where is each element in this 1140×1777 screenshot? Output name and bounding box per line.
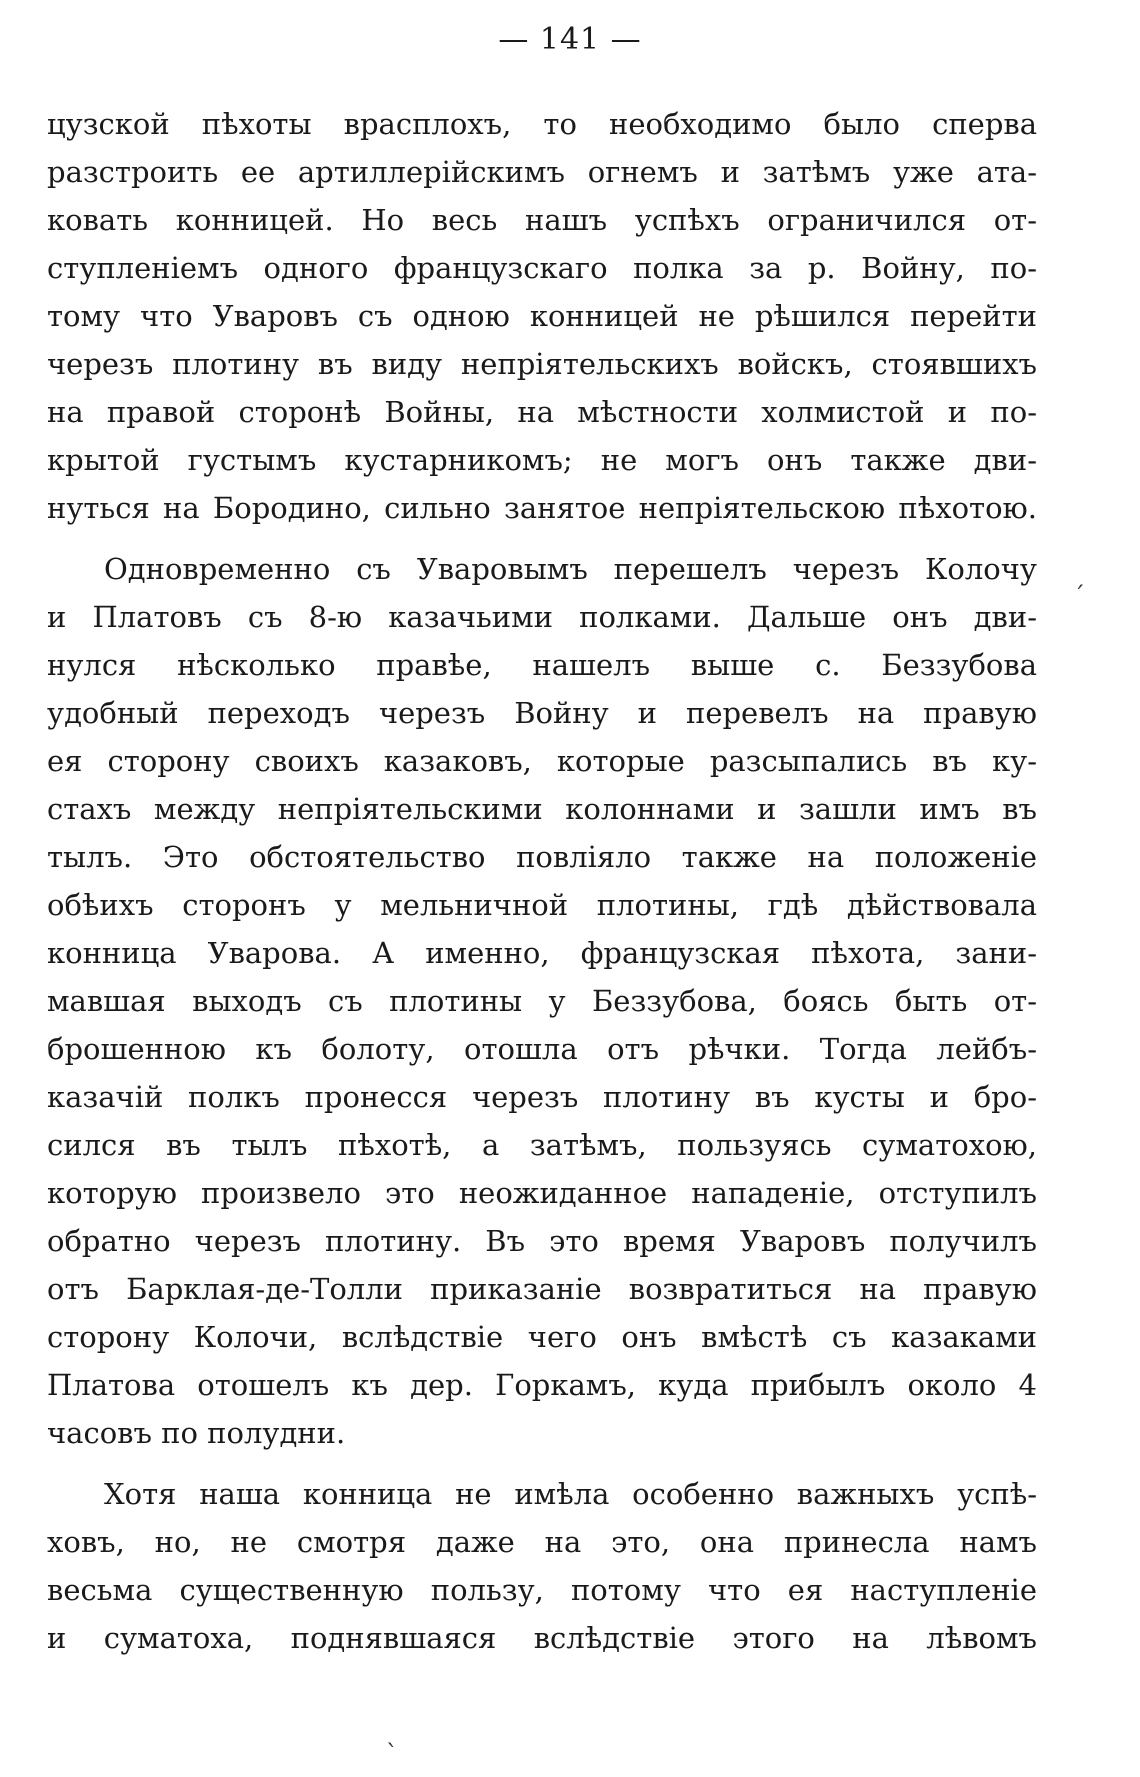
text-line: крытой густымъ кустарникомъ; не могъ онъ также дви- [47,443,1037,477]
text-line: ступленіемъ одного французскаго полка за р. Войну, по- [47,251,1037,285]
text-line: Хотя наша конница не имѣла особенно важныхъ успѣ- [104,1477,1037,1511]
paragraph-1 [47,100,1037,532]
paragraph-3 [47,1470,1037,1662]
text-line: нулся нѣсколько правѣе, нашелъ выше с. Беззубова [47,648,1037,682]
text-line: казачій полкъ пронесся черезъ плотину въ кусты и бро- [47,1080,1037,1114]
text-line: мавшая выходъ съ плотины у Беззубова, боясь быть от- [47,984,1037,1018]
text-line: стахъ между непріятельскими колоннами и зашли имъ въ [47,792,1037,826]
stray-mark: ˊ [1073,582,1085,610]
text-line: на правой сторонѣ Войны, на мѣстности холмистой и по- [47,395,1037,429]
text-line: обѣихъ сторонъ у мельничной плотины, гдѣ дѣйствовала [47,888,1037,922]
text-line: часовъ по полудни. [47,1416,346,1450]
text-line: брошенною къ болоту, отошла отъ рѣчки. Тогда лейбъ- [47,1032,1037,1066]
text-line: и суматоха, поднявшаяся вслѣдствіе этого на лѣвомъ [47,1621,1037,1655]
text-line: обратно черезъ плотину. Въ это время Уваровъ получилъ [47,1224,1037,1258]
text-line: сился въ тылъ пѣхотѣ, а затѣмъ, пользуясь суматохою, [47,1128,1037,1162]
text-line: отъ Барклая-де-Толли приказаніе возвратиться на правую [47,1272,1037,1306]
text-line: и Платовъ съ 8-ю казачьими полками. Дальше онъ дви- [47,600,1037,634]
page-text [47,100,1037,1675]
text-line: Одновременно съ Уваровымъ перешелъ черезъ Колочу [104,552,1037,586]
text-line: которую произвело это неожиданное нападеніе, отступилъ [47,1176,1037,1210]
text-line: сторону Колочи, вслѣдствіе чего онъ вмѣстѣ съ казаками [47,1320,1037,1354]
text-line: ея сторону своихъ казаковъ, которые разсыпались въ ку- [47,744,1037,778]
text-line: тому что Уваровъ съ одною конницей не рѣшился перейти [47,299,1037,333]
text-line: Платова отошелъ къ дер. Горкамъ, куда прибылъ около 4 [47,1368,1037,1402]
text-line: ховъ, но, не смотря даже на это, она принесла намъ [47,1525,1037,1559]
stray-mark: ˋ [386,1740,398,1768]
text-line: черезъ плотину въ виду непріятельскихъ войскъ, стоявшихъ [47,347,1037,381]
text-line: тылъ. Это обстоятельство повліяло также на положеніе [47,840,1037,874]
text-line: конница Уварова. А именно, французская пѣхота, зани- [47,936,1037,970]
text-line: удобный переходъ черезъ Войну и перевелъ на правую [47,696,1037,730]
text-line: разстроить ее артиллерійскимъ огнемъ и затѣмъ уже ата- [47,155,1037,189]
paragraph-2 [47,545,1037,1457]
text-line: весьма существенную пользу, потому что ея наступленіе [47,1573,1037,1607]
text-line: нуться на Бородино, сильно занятое непріятельскою пѣхотою. [47,491,1037,525]
text-line: цузской пѣхоты врасплохъ, то необходимо было сперва [47,107,1037,141]
text-line: ковать конницей. Но весь нашъ успѣхъ ограничился от- [47,203,1037,237]
page-number: — 141 — [498,22,642,57]
